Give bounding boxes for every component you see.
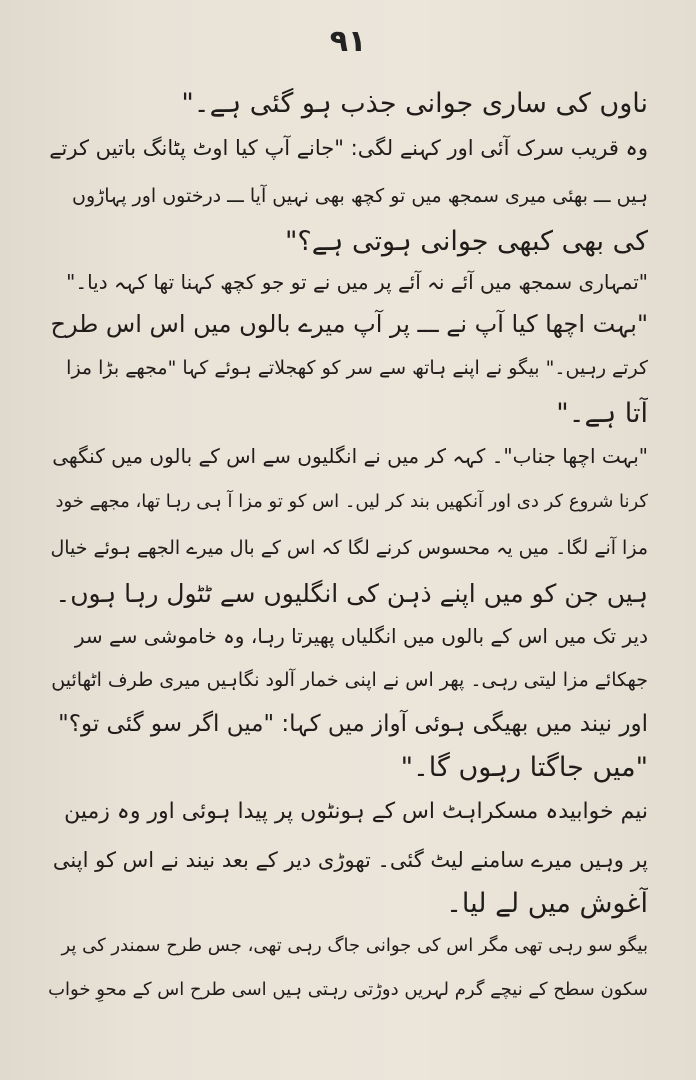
text-line: نیم خوابیدہ مسکراہٹ اس کے ہونٹوں پر پیدا ہوئی اور وہ زمین xyxy=(64,799,648,824)
text-line: کرتے رہیں۔" بیگو نے اپنے ہاتھ سے سر کو کھجلاتے ہوئے کہا "مجھے بڑا مزا xyxy=(66,357,648,379)
text-line: جھکائے مزا لیتی رہی۔ پھر اس نے اپنی خمار آلود نگاہیں میری طرف اٹھائیں xyxy=(51,669,648,691)
text-line: وہ قریب سرک آئی اور کہنے لگی: "جانے آپ کیا اوٹ پٹانگ باتیں کرتے xyxy=(49,136,648,160)
text-line: آغوش میں لے لیا۔ xyxy=(446,888,648,919)
text-line: ناوں کی ساری جوانی جذب ہو گئی ہے۔" xyxy=(181,88,648,119)
text-line: دیر تک میں اس کے بالوں میں انگلیاں پھیرتا رہا، وہ خاموشی سے سر xyxy=(74,624,648,648)
text-line: "میں جاگتا رہوں گا۔" xyxy=(400,752,648,783)
text-line: مزا آنے لگا۔ میں یہ محسوس کرنے لگا کہ اس کے بال میرے الجھے ہوئے خیال xyxy=(50,537,648,559)
text-line: بیگو سو رہی تھی مگر اس کی جوانی جاگ رہی تھی، جس طرح سمندر کی پر xyxy=(61,935,648,956)
text-line: ہیں جن کو میں اپنے ذہن کی انگلیوں سے ٹٹول رہا ہوں۔ xyxy=(55,579,648,608)
text-line: "تمہاری سمجھ میں آئے نہ آئے پر میں نے تو جو کچھ کہنا تھا کہہ دیا۔" xyxy=(66,270,648,294)
text-line: پر وہیں میرے سامنے لیٹ گئی۔ تھوڑی دیر کے بعد نیند نے اس کو اپنی xyxy=(52,848,648,872)
text-line: ہیں ـــ بھئی میری سمجھ میں تو کچھ بھی نہیں آیا ـــ درختوں اور پہاڑوں xyxy=(71,185,648,207)
text-line: اور نیند میں بھیگی ہوئی آواز میں کہا: "میں اگر سو گئی تو؟" xyxy=(58,711,648,737)
text-line: "بہت اچھا کیا آپ نے ـــ پر آپ میرے بالوں میں اس اس طرح xyxy=(50,310,648,338)
text-line: آتا ہے۔" xyxy=(556,398,648,429)
page-number: ۹۱ xyxy=(329,24,367,59)
text-line: کرنا شروع کر دی اور آنکھیں بند کر لیں۔ اس کو تو مزا آ ہی رہا تھا، مجھے خود xyxy=(55,491,648,512)
text-line: "بہت اچھا جناب"۔ کہہ کر میں نے انگلیوں سے اس کے بالوں میں کنگھی xyxy=(52,444,648,468)
text-line: کی بھی کبھی جوانی ہوتی ہے؟" xyxy=(284,226,648,257)
text-line: سکون سطح کے نیچے گرم لہریں دوڑتی رہتی ہیں اسی طرح اس کے محوِ خواب xyxy=(48,979,648,1000)
